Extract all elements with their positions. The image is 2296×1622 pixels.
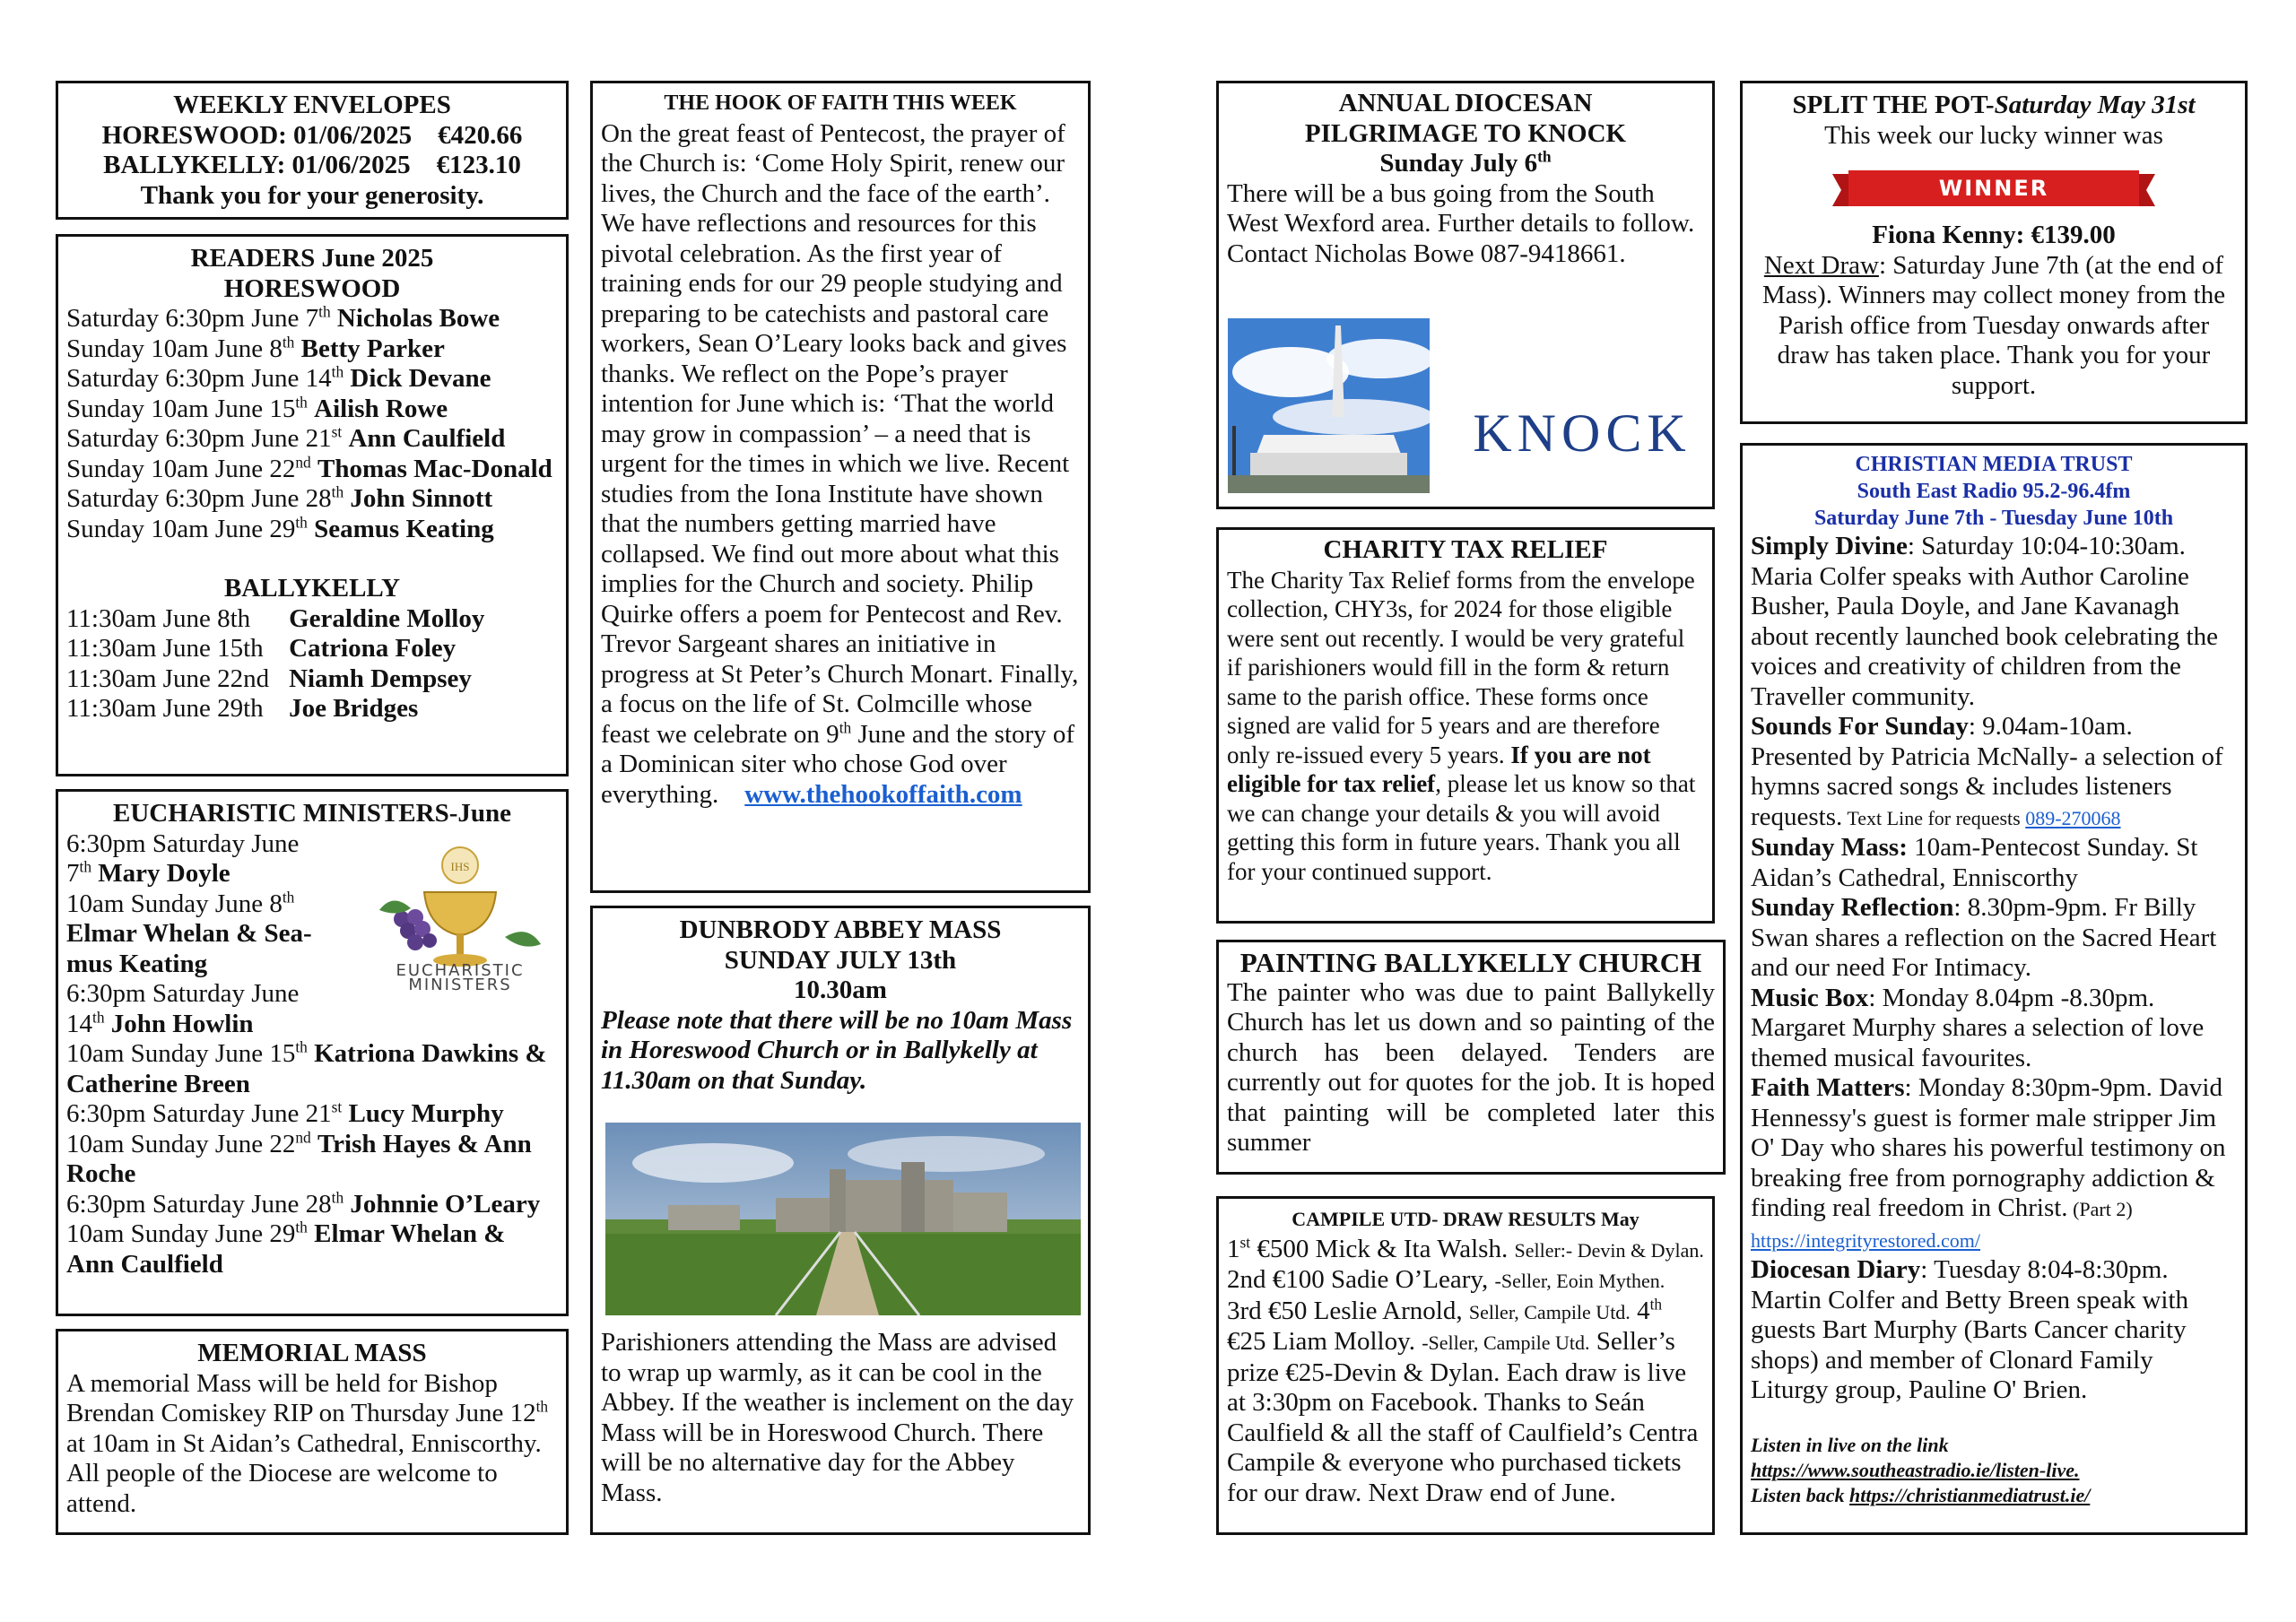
knock-text: There will be a bus going from the South West Wexford area. Further details to follow. Contact Nicholas Bowe 087-9418661.: [1227, 178, 1695, 268]
painting-text: The painter who was due to paint Ballykelly Church has let us down and so painting of the church has been delayed. Tenders are currently out for quotes for the job. It is hoped that painting will be completed later this summer: [1227, 977, 1715, 1157]
knock-logo: KNOCK: [1473, 403, 1692, 463]
cmt-programme-item: Music Box: Monday 8.04pm -8.30pm. Margaret Murphy shares a selection of love themed musical favourites.: [1751, 983, 2205, 1072]
cmt-programme-item: Diocesan Diary: Tuesday 8:04-8:30pm. Martin Colfer and Betty Breen speak with guests Bart Murphy (Barts Cancer charity shops) and member of Clonard Family Liturgy group, Pauline O' Brien.: [1751, 1255, 2189, 1404]
readers-ballykelly-table: [66, 604, 484, 724]
cmt-programme-item: Faith Matters: Monday 8:30pm-9pm. David Hennessy's guest is former male stripper Jim O' Day who shares his powerful testimony on breaking free from pornography addiction & finding real freedom in Christ. (Part 2) https://integrityrestored.com/: [1751, 1073, 2226, 1252]
memorial-mass-box: [56, 1329, 569, 1535]
cmt-item-link[interactable]: https://integrityrestored.com/: [1751, 1228, 1981, 1252]
ministers-line-6: 14th John Howlin: [66, 1007, 254, 1038]
pot-title: SPLIT THE POT-Saturday May 31st: [1792, 91, 2196, 119]
ministers-logo-text: EUCHARISTIC MINISTERS: [396, 961, 525, 994]
eucharistic-ministers-box: [56, 789, 569, 1316]
charity-text: The Charity Tax Relief forms from the envelope collection, CHY3s, for 2024 for those eligible were sent out recently. I would be very grateful if parishioners would fill in the form & return same to the parish office. These forms once signed are valid for 5 years and are therefore only re-issued every 5 years. If you are not eligible for tax relief, please let us know so that we can change your details & you will avoid getting this form in future years. Thank you all for your continued support.: [1227, 566, 1696, 885]
cmt-dates: Saturday June 7th - Tuesday June 10th: [1813, 507, 2174, 530]
readers-horeswood-list: [66, 304, 558, 544]
cmt-subtitle: South East Radio 95.2-96.4fm: [1857, 480, 2131, 503]
weekly-envelopes-box: [56, 81, 569, 220]
svg-text:IHS: IHS: [450, 860, 470, 873]
readers-title: READERS June 2025: [190, 244, 434, 273]
ministers-line-4: Elmar Whelan & Sea-mus Keating: [66, 919, 312, 978]
cmt-item-link[interactable]: 089-270068: [2025, 806, 2121, 829]
painting-title: PAINTING BALLYKELLY CHURCH: [1239, 947, 1702, 978]
hook-text: On the great feast of Pentecost, the prayer of the Church is: ‘Come Holy Spirit, renew our lives, the Church and the face of the earth’. We have reflections and resources for this pivotal celebration. As the first year of training ends for our 29 people studying and preparing to be catechists and pastoral care workers, Sean O’Leary looks back and gives thanks. We reflect on the Pope’s prayer intention for June which is: ‘That the world may grow in compassion’ – a need that is urgent for the times in which we live. Recent studies from the Iona Institute have shown that the numbers getting married have collapsed. We find out more about what this implies for the Church and society. Philip Quirke offers a poem for Pentecost and Rev. Trevor Sargeant shares an initiative in progress at St Peter’s Church Monart. Finally, a focus on the life of St. Colmcille whose feast we celebrate on 9th June and the story of a Dominican siter who chose God over everything. www.thehookoffaith.com: [601, 118, 1079, 809]
cmt-listen-live: Listen in live on the link https://www.southeastradio.ie/listen-live.: [1751, 1433, 2080, 1481]
christian-media-trust-box: [1740, 443, 2248, 1535]
ministers-line-8: 6:30pm Saturday June 21st Lucy Murphy: [66, 1097, 504, 1128]
memorial-text: A memorial Mass will be held for Bishop Brendan Comiskey RIP on Thursday June 12th at 10am in St Aidan’s Cathedral, Enniscorthy. All people of the Diocese are welcome to attend.: [66, 1368, 549, 1518]
ministers-line-1: 6:30pm Saturday June: [66, 828, 300, 858]
campile-text: 1st €500 Mick & Ita Walsh. Seller:- Devin & Dylan. 2nd €100 Sadie O’Leary, -Seller, Eoin Mythen. 3rd €50 Leslie Arnold, Seller, Campile Utd. 4th €25 Liam Molloy. -Seller, Campile Utd. Seller’s prize €25-Devin & Dylan. Each draw is live at 3:30pm on Facebook. Thanks to Seán Caulfield & all the staff of Caulfield’s Centra Campile & everyone who purchased tickets for our draw. Next Draw end of June.: [1227, 1232, 1704, 1507]
reader-horeswood-row: Sunday 10am June 8th Betty Parker: [66, 332, 445, 363]
ministers-logo: [361, 838, 559, 994]
reader-horeswood-row: Saturday 6:30pm June 28th John Sinnott: [66, 482, 493, 513]
cmt-programme-item: Sounds For Sunday: 9.04am-10am. Presented by Patricia McNally- a selection of hymns sacred songs & includes listeners requests. Text Line for requests 089-270068: [1751, 712, 2223, 831]
reader-ballykelly-row: 11:30am June 22nd Niamh Dempsey: [66, 664, 472, 693]
dunbrody-abbey-box: [590, 906, 1091, 1535]
ministers-title: EUCHARISTIC MINISTERS-June: [113, 799, 511, 828]
dunbrody-note: Please note that there will be no 10am Mass in Horeswood Church or in Ballykelly at 11.30am on that Sunday.: [601, 1005, 1073, 1095]
hook-link[interactable]: www.thehookoffaith.com: [744, 779, 1022, 809]
knock-title-3: Sunday July 6th: [1379, 147, 1552, 178]
cmt-programme-item: Simply Divine: Saturday 10:04-10:30am. Maria Colfer speaks with Author Caroline Busher, Paula Doyle, and Jane Kavanagh about recently launched book celebrating the voices and creativity of children from the Traveller community.: [1751, 532, 2218, 711]
painting-ballykelly-box: [1216, 940, 1726, 1175]
reader-ballykelly-row: 11:30am June 8th Geraldine Molloy: [66, 603, 485, 633]
readers-horeswood-title: HORESWOOD: [223, 273, 401, 303]
winner-banner-text: WINNER: [1938, 176, 2049, 201]
reader-horeswood-row: Sunday 10am June 15th Ailish Rowe: [66, 392, 448, 423]
knock-pilgrimage-box: [1216, 81, 1715, 509]
split-the-pot-box: [1740, 81, 2248, 424]
dunbrody-title-2: SUNDAY JULY 13th: [724, 945, 957, 975]
winner-banner: [1832, 170, 2155, 212]
reader-horeswood-row: Saturday 6:30pm June 21st Ann Caulfield: [66, 422, 506, 453]
pot-line: This week our lucky winner was: [1824, 120, 2163, 150]
dunbrody-title-1: DUNBRODY ABBEY MASS: [679, 915, 1002, 944]
charity-tax-relief-box: [1216, 527, 1715, 924]
knock-title-2: PILGRIMAGE TO KNOCK: [1304, 118, 1627, 148]
pot-next-draw: Next Draw: Saturday June 7th (at the end of Mass). Winners may collect money from the Parish office from Tuesday onwards after draw has taken place. Thank you for your support.: [1761, 250, 2226, 400]
readers-ballykelly-title: BALLYKELLY: [223, 574, 401, 603]
reader-horeswood-row: Saturday 6:30pm June 7th Nicholas Bowe: [66, 302, 500, 333]
dunbrody-abbey-photo: [605, 1123, 1081, 1315]
pot-winner: Fiona Kenny: €139.00: [1872, 221, 2116, 249]
ministers-line-9: 10am Sunday June 22nd Trish Hayes & Ann Roche: [66, 1127, 532, 1188]
knock-basilica-photo: [1228, 318, 1430, 493]
campile-title: CAMPILE UTD- DRAW RESULTS May: [1292, 1208, 1639, 1230]
cmt-programme-list: [1751, 532, 2237, 1406]
reader-ballykelly-row: 11:30am June 29th Joe Bridges: [66, 694, 419, 723]
ministers-line-7: 10am Sunday June 15th Katriona Dawkins & Catherine Breen: [66, 1037, 547, 1098]
knock-title-1: ANNUAL DIOCESAN: [1338, 89, 1593, 117]
cmt-listen-back: Listen back https://christianmediatrust.ie/: [1751, 1483, 2091, 1506]
dunbrody-text: Parishioners attending the Mass are advised to wrap up warmly, as it can be cool in the Abbey. If the weather is inclement on the day Mass will be in Horeswood Church. There will be no alternative day for the Abbey Mass.: [601, 1328, 1074, 1507]
reader-horeswood-row: Saturday 6:30pm June 14th Dick Devane: [66, 362, 491, 393]
cmt-programme-item: Sunday Mass: 10am-Pentecost Sunday. St Aidan’s Cathedral, Enniscorthy: [1751, 833, 2198, 892]
ministers-line-5: 6:30pm Saturday June: [66, 979, 300, 1008]
cmt-programme-item: Sunday Reflection: 8.30pm-9pm. Fr Billy Swan shares a reflection on the Sacred Heart and our need For Intimacy.: [1751, 893, 2217, 982]
cmt-title: CHRISTIAN MEDIA TRUST: [1855, 453, 2133, 476]
ministers-line-10: 6:30pm Saturday June 28th Johnnie O’Leary: [66, 1187, 541, 1219]
envelopes-row-horeswood: HORESWOOD: 01/06/2025 €420.66: [101, 120, 523, 150]
envelopes-thanks: Thank you for your generosity.: [140, 180, 484, 210]
ministers-line-3: 10am Sunday June 8th: [66, 887, 295, 918]
envelopes-title: WEEKLY ENVELOPES: [173, 91, 451, 119]
hook-title: THE HOOK OF FAITH THIS WEEK: [664, 91, 1017, 115]
campile-draw-box: [1216, 1196, 1715, 1535]
reader-horeswood-row: Sunday 10am June 29th Seamus Keating: [66, 512, 494, 543]
memorial-title: MEMORIAL MASS: [197, 1339, 427, 1367]
listen-back-link[interactable]: https://christianmediatrust.ie/: [1849, 1483, 2091, 1506]
ministers-line-2: 7th Mary Doyle: [66, 857, 230, 888]
listen-live-link[interactable]: https://www.southeastradio.ie/listen-live.: [1751, 1458, 2080, 1481]
envelopes-row-ballykelly: BALLYKELLY: 01/06/2025 €123.10: [103, 151, 521, 179]
charity-title: CHARITY TAX RELIEF: [1323, 535, 1608, 564]
ministers-line-11: 10am Sunday June 29th Elmar Whelan & Ann Caulfield: [66, 1218, 506, 1279]
readers-box: [56, 234, 569, 776]
reader-horeswood-row: Sunday 10am June 22nd Thomas Mac-Donald: [66, 452, 552, 483]
hook-of-faith-box: [590, 81, 1091, 893]
reader-ballykelly-row: 11:30am June 15th Catriona Foley: [66, 634, 457, 663]
dunbrody-title-3: 10.30am: [794, 976, 887, 1004]
